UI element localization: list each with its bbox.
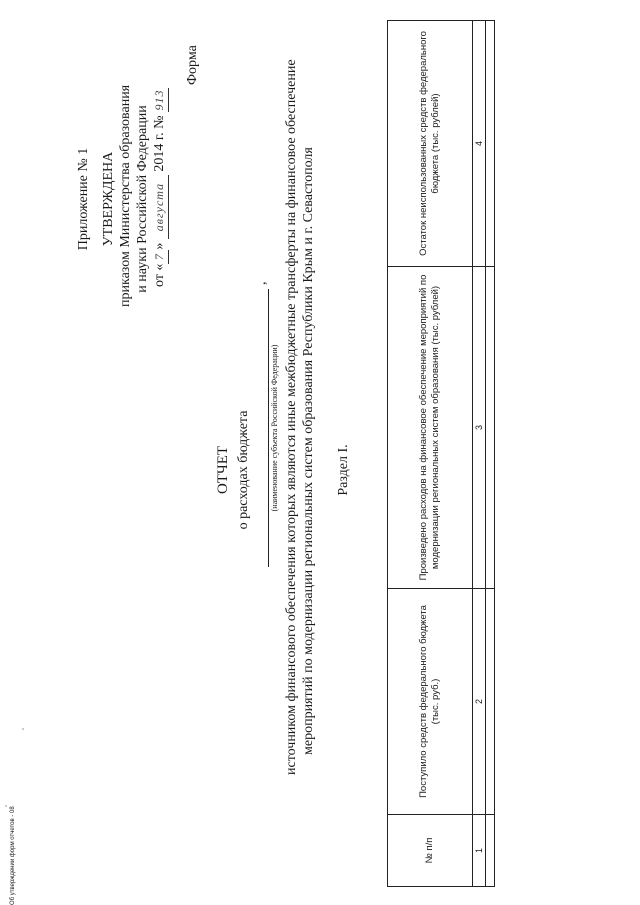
- footer-note: Об утверждении форм отчетов - 08: [10, 806, 16, 905]
- order-date-line: [151, 88, 169, 287]
- report-description-line-1: источником финансового обеспечения которых являются иные межбюджетные трансферты на финансовое обеспечение: [284, 59, 299, 775]
- report-subtitle: о расходах бюджета: [236, 410, 251, 530]
- scan-speck: [5, 805, 7, 807]
- date-prefix: от «: [152, 263, 167, 287]
- subject-caption: (наименование субъекта Российской Федерации): [270, 344, 279, 512]
- date-month: августа: [151, 175, 169, 239]
- approved-label: УТВЕРЖДЕНА: [101, 151, 116, 247]
- report-description-line-2: мероприятий по модернизации региональных систем образования Республики Крым и г. Севастополя: [301, 147, 316, 755]
- order-line-1: приказом Министерства образования: [118, 84, 133, 307]
- report-table: [387, 20, 495, 887]
- order-number: 913: [151, 88, 169, 112]
- col-number-4: 4: [473, 21, 486, 267]
- header-number: № п/п: [388, 815, 473, 887]
- report-title: ОТЧЕТ: [215, 445, 231, 495]
- col-number-2: 2: [473, 589, 486, 815]
- date-day: 7: [151, 250, 169, 264]
- date-mid: »: [152, 242, 167, 250]
- form-label: Форма: [185, 45, 200, 85]
- header-expenses: Произведено расходов на финансовое обеспечение мероприятий по модернизации региональных систем образования (тыс. рублей): [388, 267, 473, 589]
- header-received: Поступило средств федерального бюджета (тыс. руб.): [388, 589, 473, 815]
- header-remainder: Остаток неиспользованных средств федерального бюджета (тыс. рублей): [388, 21, 473, 267]
- table-row: [486, 21, 495, 887]
- subject-line-comma: ,: [254, 281, 269, 285]
- table-header-row: [388, 21, 473, 887]
- appendix-label: Приложение № 1: [76, 147, 91, 251]
- table-cell: [486, 815, 495, 887]
- section-heading: Раздел I.: [336, 444, 351, 496]
- table-cell: [486, 267, 495, 589]
- subject-name-line: [268, 289, 269, 567]
- col-number-3: 3: [473, 267, 486, 589]
- scan-speck: [22, 728, 24, 730]
- table-cell: [486, 589, 495, 815]
- table-cell: [486, 21, 495, 267]
- date-year: 2014 г. №: [152, 115, 167, 172]
- order-line-2: и науки Российской Федерации: [135, 105, 150, 293]
- table-numbering-row: [473, 21, 486, 887]
- col-number-1: 1: [473, 815, 486, 887]
